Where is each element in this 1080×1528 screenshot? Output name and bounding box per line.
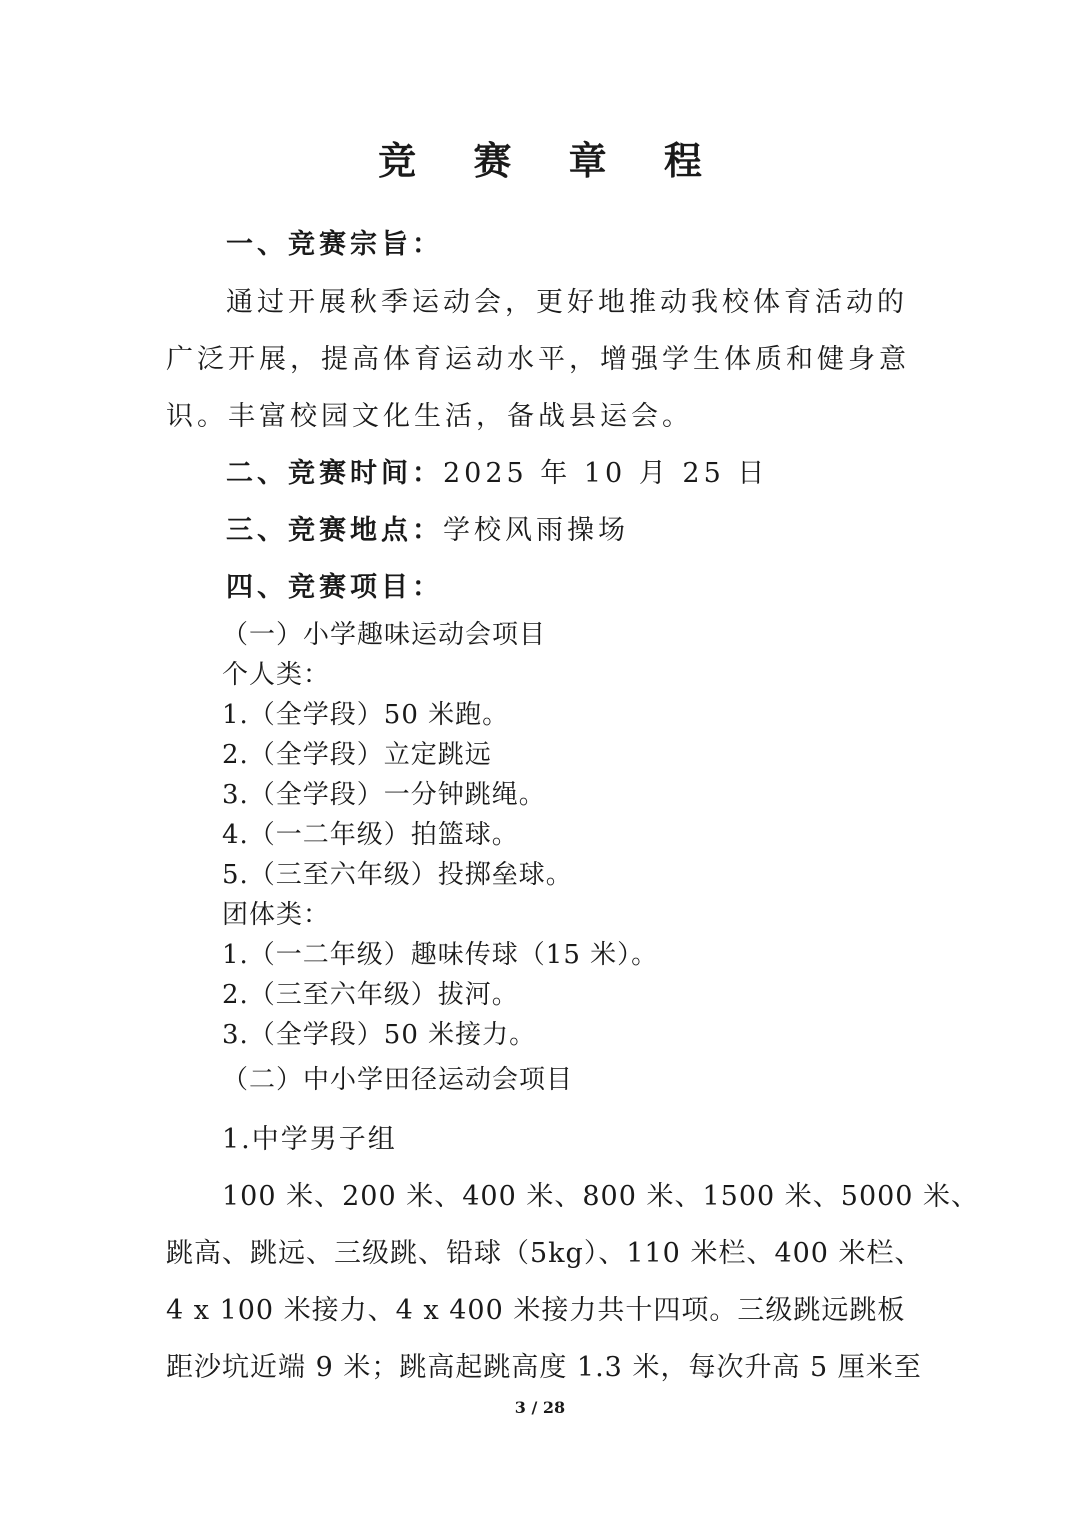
section-1-body-line-3: 识。丰富校园文化生活，备战县运会。	[166, 401, 693, 432]
group-1-body-line-1: 100 米、200 米、400 米、800 米、1500 米、5000 米、	[222, 1181, 980, 1212]
section-1-body-line-2: 广泛开展，提高体育运动水平，增强学生体质和健身意	[166, 344, 910, 375]
section-3-line	[226, 508, 629, 547]
section-3-label: 三、竞赛地点：	[226, 515, 443, 546]
team-item-2: 2.（三至六年级）拔河。	[222, 980, 519, 1010]
individual-item-5: 5.（三至六年级）投掷垒球。	[222, 860, 573, 890]
subsection-1-heading: （一）小学趣味运动会项目	[222, 620, 547, 650]
group-1-body-line-2: 跳高、跳远、三级跳、铅球（5kg）、110 米栏、400 米栏、	[166, 1238, 923, 1269]
section-2-value: 2025 年 10 月 25 日	[443, 458, 769, 489]
individual-item-1: 1.（全学段）50 米跑。	[222, 700, 510, 730]
team-item-3: 3.（全学段）50 米接力。	[222, 1020, 537, 1050]
group-1-heading: 1.中学男子组	[222, 1124, 397, 1155]
individual-item-3: 3.（全学段）一分钟跳绳。	[222, 780, 546, 810]
group-1-body-line-4: 距沙坑近端 9 米；跳高起跳高度 1.3 米，每次升高 5 厘米至	[166, 1352, 922, 1383]
section-1-body-line-1: 通过开展秋季运动会，更好地推动我校体育活动的	[226, 287, 908, 318]
subsection-2-heading: （二）中小学田径运动会项目	[222, 1065, 574, 1095]
individual-item-2: 2.（全学段）立定跳远	[222, 740, 492, 770]
document-title: 竞 赛 章 程	[378, 138, 724, 183]
section-2-line	[226, 451, 768, 490]
section-1-heading: 一、竞赛宗旨：	[226, 229, 443, 260]
team-item-1: 1.（一二年级）趣味传球（15 米）。	[222, 940, 659, 970]
group-1-body-line-3: 4 x 100 米接力、4 x 400 米接力共十四项。三级跳远跳板	[166, 1295, 906, 1326]
team-category-label: 团体类：	[222, 900, 331, 930]
individual-item-4: 4.（一二年级）拍篮球。	[222, 820, 519, 850]
section-4-heading: 四、竞赛项目：	[226, 572, 443, 603]
page-number: 3 / 28	[514, 1398, 566, 1417]
individual-category-label: 个人类：	[222, 660, 331, 690]
section-3-value: 学校风雨操场	[443, 515, 629, 546]
section-2-label: 二、竞赛时间：	[226, 458, 443, 489]
